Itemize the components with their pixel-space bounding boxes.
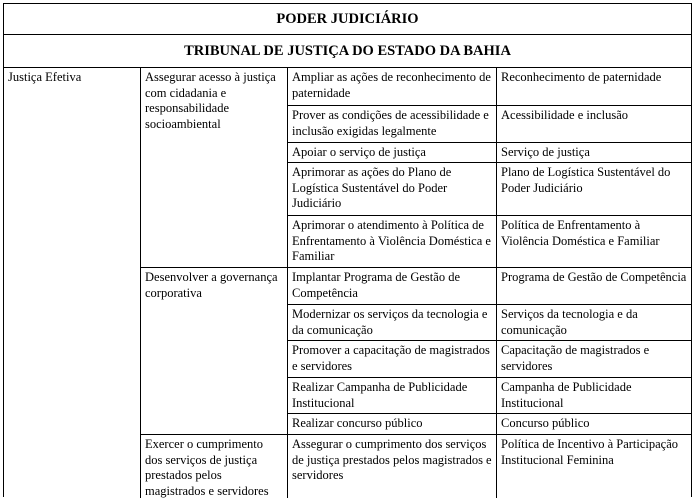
page-title: PODER JUDICIÁRIO [4, 4, 691, 35]
action-cell: Realizar Campanha de Publicidade Institucional [292, 380, 468, 410]
action-cell: Aprimorar o atendimento à Política de Enfrentamento à Violência Doméstica e Familiar [292, 218, 491, 264]
theme-cell: Justiça Efetiva [8, 70, 82, 84]
program-cell: Acessibilidade e inclusão [501, 108, 629, 122]
action-cell: Realizar concurso público [292, 416, 423, 430]
program-cell: Campanha de Publicidade Institucional [501, 380, 632, 410]
page-subtitle: TRIBUNAL DE JUSTIÇA DO ESTADO DA BAHIA [4, 35, 691, 68]
action-cell: Ampliar as ações de reconhecimento de paternidade [292, 70, 491, 100]
document-table [3, 3, 692, 497]
objective-cell: Assegurar acesso à justiça com cidadania e responsabilidade socioambiental [145, 70, 276, 131]
action-cell: Aprimorar as ações do Plano de Logística Sustentável do Poder Judiciário [292, 165, 452, 211]
program-cell: Concurso público [501, 416, 590, 430]
program-cell: Política de Enfrentamento à Violência Doméstica e Familiar [501, 218, 660, 248]
program-cell: Plano de Logística Sustentável do Poder Judiciário [501, 165, 671, 195]
program-cell: Serviços da tecnologia e da comunicação [501, 307, 638, 337]
program-cell: Reconhecimento de paternidade [501, 70, 662, 84]
action-cell: Prover as condições de acessibilidade e inclusão exigidas legalmente [292, 108, 489, 138]
program-cell: Capacitação de magistrados e servidores [501, 343, 650, 373]
program-cell: Política de Incentivo à Participação Institucional Feminina [501, 437, 679, 467]
action-cell: Modernizar os serviços da tecnologia e da comunicação [292, 307, 488, 337]
action-cell: Apoiar o serviço de justiça [292, 145, 426, 159]
program-cell: Programa de Gestão de Competência [501, 270, 687, 284]
objective-cell: Exercer o cumprimento dos serviços de justiça prestados pelos magistrados e servidores [145, 437, 269, 498]
action-cell: Assegurar o cumprimento dos serviços de justiça prestados pelos magistrados e servidores [292, 437, 492, 483]
action-cell: Implantar Programa de Gestão de Competência [292, 270, 460, 300]
action-cell: Promover a capacitação de magistrados e servidores [292, 343, 490, 373]
program-cell: Serviço de justiça [501, 145, 590, 159]
objective-cell: Desenvolver a governança corporativa [145, 270, 278, 300]
